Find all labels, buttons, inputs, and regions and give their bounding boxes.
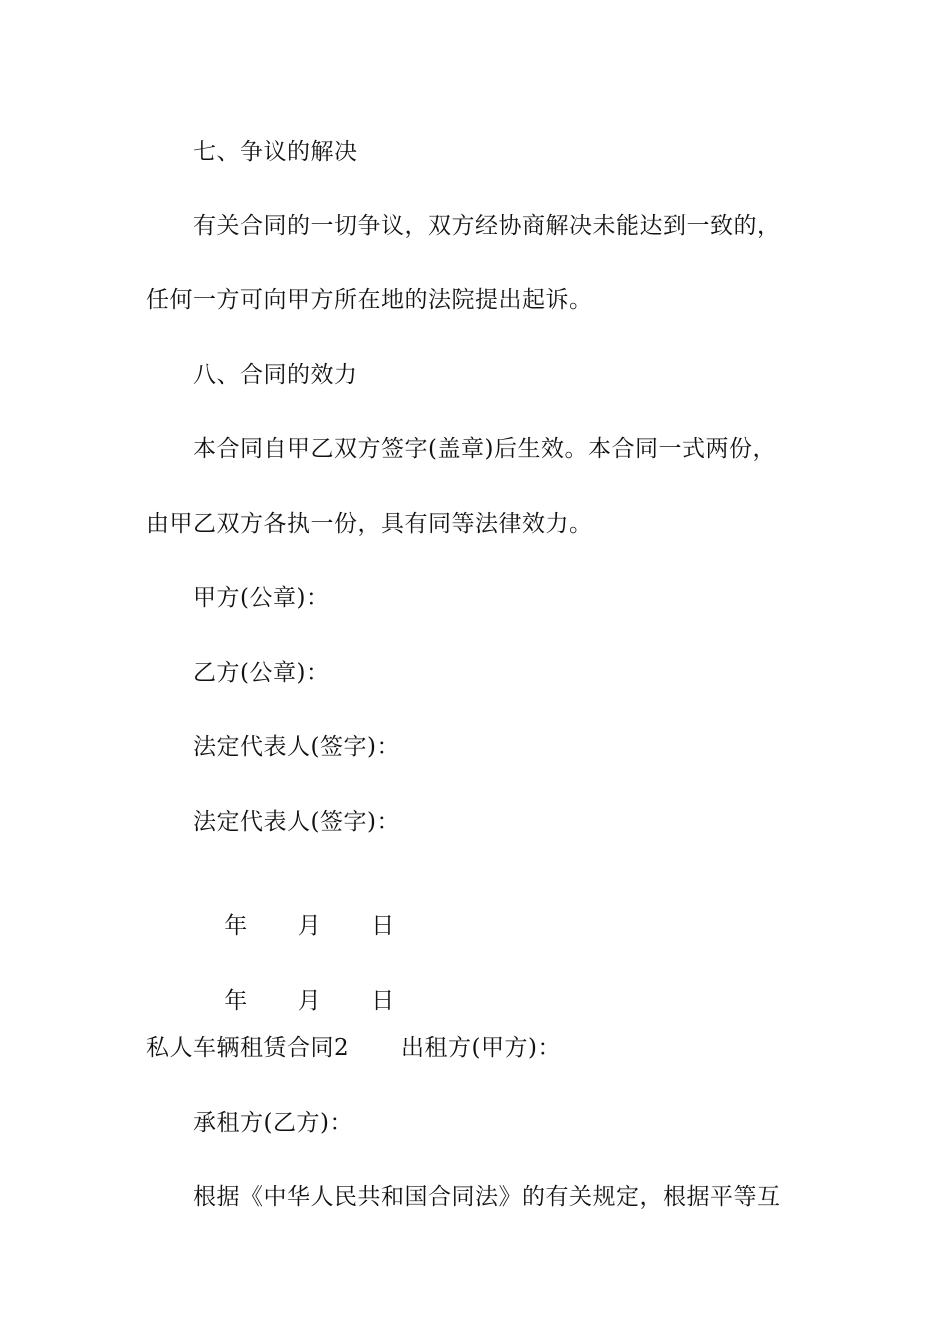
paragraph-line: 本合同自甲乙双方签字(盖章)后生效。本合同一式两份， [193,436,776,462]
legal-rep-signature-label: 法定代表人(签字)： [193,809,400,835]
paragraph-line: 任何一方可向甲方所在地的法院提出起诉。 [146,287,593,313]
contract-title: 私人车辆租赁合同2 [146,1035,350,1061]
section-heading-dispute: 七、争议的解决 [193,139,358,165]
lessor-label: 出租方(甲方)： [401,1035,561,1061]
paragraph-line: 由甲乙双方各执一份，具有同等法律效力。 [146,511,593,537]
day-label: 日 [371,988,395,1014]
paragraph-line: 根据《中华人民共和国合同法》的有关规定，根据平等互 [193,1184,781,1210]
year-label: 年 [224,913,248,939]
lessee-label: 承租方(乙方)： [193,1110,353,1136]
party-b-seal-label: 乙方(公章)： [193,660,330,686]
month-label: 月 [297,913,322,939]
legal-rep-signature-label: 法定代表人(签字)： [193,734,400,760]
paragraph-line: 有关合同的一切争议，双方经协商解决未能达到一致的， [193,213,781,239]
day-label: 日 [371,913,395,939]
section-heading-validity: 八、合同的效力 [193,362,358,388]
month-label: 月 [297,988,322,1014]
party-a-seal-label: 甲方(公章)： [193,585,330,611]
year-label: 年 [224,988,248,1014]
